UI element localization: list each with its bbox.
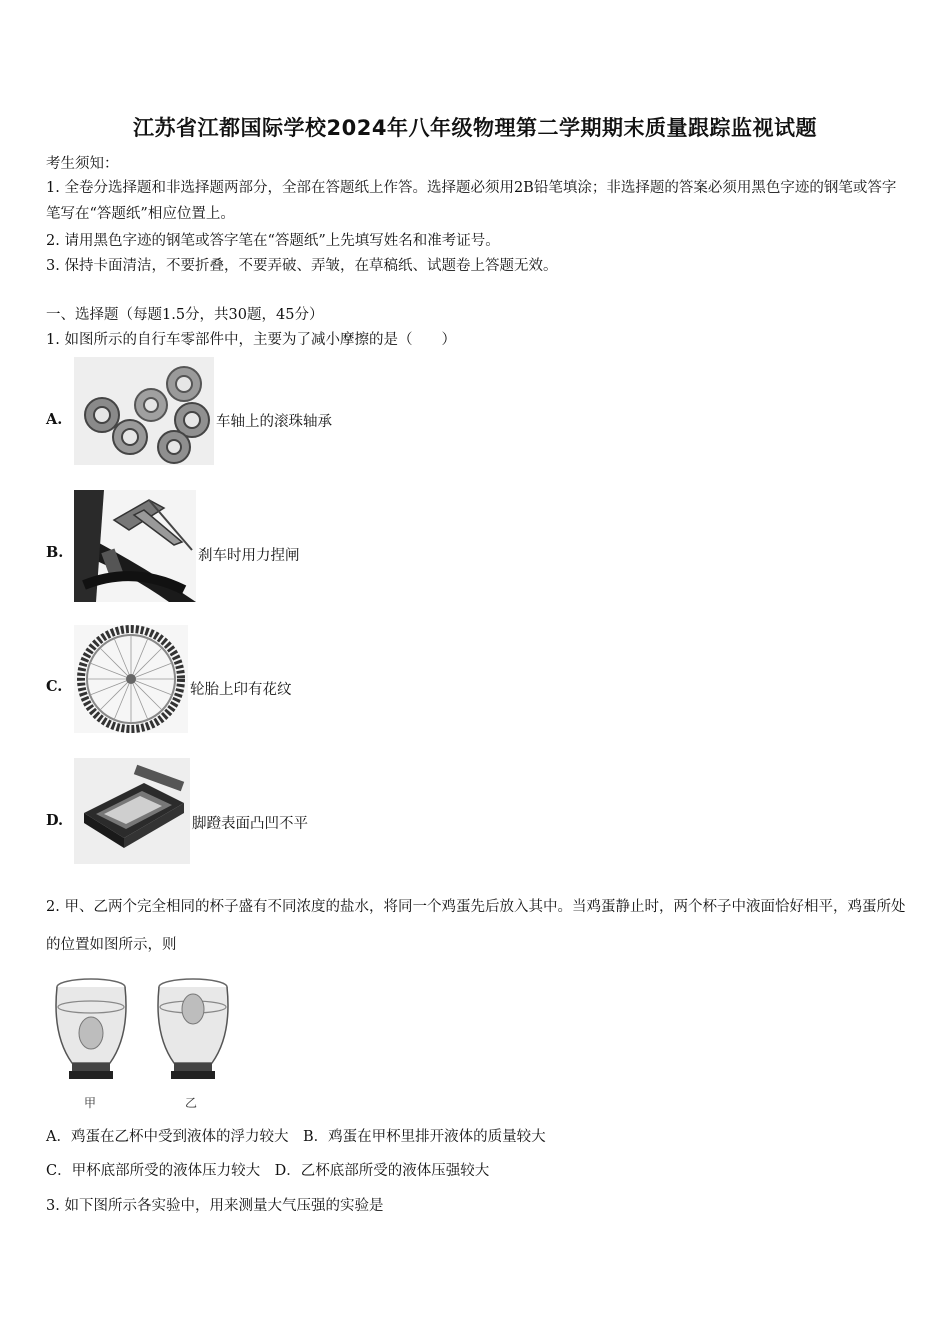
cup-yi-icon — [158, 979, 228, 1079]
notice-item-1: 1. 全卷分选择题和非选择题两部分，全部在答题纸上作答。选择题必须用2B铅笔填涂；非选择题的答案必须用黑色字迹的钢笔或答字笔写在“答题纸”相应位置上。 — [46, 180, 897, 222]
wheel-image — [74, 625, 188, 733]
cup-label-yi: 乙 — [185, 1096, 198, 1110]
section-heading: 一、选择题（每题1.5分，共30题，45分） — [46, 307, 324, 323]
page-title: 江苏省江都国际学校2024年八年级物理第二学期期末质量跟踪监视试题 — [133, 116, 817, 140]
notice-heading: 考生须知： — [46, 156, 119, 172]
notice-item-3: 3. 保持卡面清洁，不要折叠，不要弄破、弄皱，在草稿纸、试题卷上答题无效。 — [46, 258, 558, 274]
question-2-options-cd: C．甲杯底部所受的液体压力较大 D．乙杯底部所受的液体压强较大 — [46, 1163, 490, 1179]
question-3-stem: 3. 如下图所示各实验中，用来测量大气压强的实验是 — [46, 1198, 384, 1214]
cups-figure — [52, 975, 242, 1090]
notice-item-2: 2. 请用黑色字迹的钢笔或答字笔在“答题纸”上先填写姓名和准考证号。 — [46, 233, 500, 249]
option-b-text: 刹车时用力捏闸 — [198, 548, 300, 564]
pedal-image — [74, 758, 190, 864]
option-a-text: 车轴上的滚珠轴承 — [216, 414, 332, 430]
option-c-text: 轮胎上印有花纹 — [190, 682, 292, 698]
cup-jia-icon — [56, 979, 126, 1079]
question-2-stem: 2. 甲、乙两个完全相同的杯子盛有不同浓度的盐水，将同一个鸡蛋先后放入其中。当鸡蛋静止时，两个杯子中液面恰好相平，鸡蛋所处的位置如图所示，则 — [46, 899, 906, 953]
cup-label-jia: 甲 — [84, 1096, 97, 1110]
option-d-text: 脚蹬表面凸凹不平 — [192, 816, 308, 832]
brake-image — [74, 490, 196, 602]
option-a-letter: A. — [46, 411, 63, 428]
option-c-letter: C. — [46, 678, 63, 695]
question-1-stem: 1. 如图所示的自行车零部件中，主要为了减小摩擦的是（ ） — [46, 332, 456, 348]
question-2-options-ab: A．鸡蛋在乙杯中受到液体的浮力较大 B．鸡蛋在甲杯里排开液体的质量较大 — [46, 1129, 546, 1145]
bearing-image — [74, 357, 214, 465]
option-b-letter: B. — [46, 544, 64, 561]
option-d-letter: D. — [46, 812, 64, 829]
